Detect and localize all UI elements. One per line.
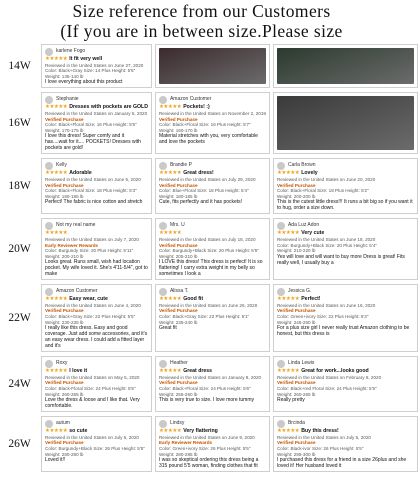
review-meta: Color: Burgundy Size: 20 Plus Height: 5'11" xyxy=(45,248,134,254)
review-card xyxy=(41,284,152,352)
review-meta: Color: Black+Gray Size: 22 Plus Height: 5'5" xyxy=(45,314,136,320)
review-title: I love it xyxy=(69,368,88,375)
review-meta: Color: Black+Floral Size: 18 Plus Height: 5'2" xyxy=(276,188,369,194)
reviewer-name: Heather xyxy=(169,359,188,366)
review-date: Reviewed in the United States on May 5, 2020 xyxy=(45,374,140,380)
star-icon: ★★★★★ xyxy=(45,428,68,435)
review-meta: Color: Black+red Floral Size: 24 Plus Height: 5'5" xyxy=(276,386,377,392)
verified-badge: Verified Purchase xyxy=(45,116,84,122)
verified-badge: Verified Purchase xyxy=(45,308,84,314)
avatar-icon xyxy=(277,162,285,170)
star-icon: ★★★★★ xyxy=(276,230,300,237)
review-card xyxy=(273,356,418,412)
review-text: I love this dress! Super comfy and it has....wait for it.... POCKETS! Dresses with pockets are gold! xyxy=(45,133,141,152)
avatar-icon xyxy=(277,420,285,428)
reviewer-name: Amazon Customer xyxy=(56,287,98,294)
review-card xyxy=(155,158,270,214)
review-meta-weight: Weight: 200-200 lb xyxy=(276,193,316,199)
header-line-1: Size reference from our Customers xyxy=(72,1,331,21)
review-meta: Color: Burgundy+Black Size: 20 Plus Height: 5'5" xyxy=(158,248,259,254)
review-meta: Color: Black+Floral Size: 16 Plus Height: 5'7" xyxy=(158,122,251,128)
review-card xyxy=(273,44,418,88)
avatar-icon xyxy=(159,360,167,368)
review-text: Looks great. Runs small, wish had location pocket. My wife loved it. She's 4'11-5/4", got to make xyxy=(45,259,148,278)
reviewer-name: Mrs. U xyxy=(169,222,185,229)
review-card xyxy=(41,158,152,214)
review-meta: Color: Green+ivory Size: 22 Plus Height: 5'3" xyxy=(276,314,369,320)
review-title: It fit very well xyxy=(69,56,103,62)
review-card xyxy=(155,416,270,472)
star-icon: ★★★★★ xyxy=(276,170,300,177)
reviewer-name: Alissa T. xyxy=(169,287,189,294)
review-text: I really like this dress. Easy and good coverage. Just add some accessories, and it's an easy wear dress. I could add a fitted layer and it's xyxy=(45,325,148,350)
star-icon: ★★★★★ xyxy=(276,428,300,435)
star-icon: ★★★★★ xyxy=(45,104,68,111)
avatar-icon xyxy=(277,222,285,230)
review-date: Reviewed in the United States on July 5, 2020 xyxy=(276,434,371,440)
review-meta-weight: Weight: 235-240 lb xyxy=(158,319,198,325)
review-text: Loved it!! xyxy=(45,457,66,464)
verified-badge: Verified Purchase xyxy=(276,440,316,446)
verified-badge: Verified Purchase xyxy=(276,308,316,314)
review-meta-weight: Weight: 230-235 lb xyxy=(45,319,84,325)
review-date: Reviewed in the United States on January 5, 2020 xyxy=(45,110,148,116)
review-meta-weight: Weight: 260-265 lb xyxy=(276,391,316,397)
reviewer-name: Carla Brown xyxy=(287,162,316,169)
review-text: Love the dress & loose and I like that. Very comfortable. xyxy=(45,397,140,410)
avatar-icon xyxy=(159,288,167,296)
reviewer-name: karlene Fogo xyxy=(56,47,86,54)
review-title: Good fit xyxy=(183,296,204,303)
review-card xyxy=(41,218,152,280)
star-icon: ★★★★★ xyxy=(276,368,300,375)
review-text: Material stretches with you, very comfortable and love the pockets xyxy=(158,133,258,146)
review-text: This is very true to size. I love more tummy xyxy=(158,397,254,404)
avatar-icon xyxy=(45,222,53,230)
verified-badge: Verified Purchase xyxy=(276,380,316,386)
size-label: 18W xyxy=(8,180,31,193)
review-meta-weight: Weight: 200-210 lb xyxy=(45,253,84,259)
review-meta-weight: Weight: 205-210 lb xyxy=(158,253,198,259)
review-meta-weight: Weight: 255-260 lb xyxy=(158,391,198,397)
avatar-icon xyxy=(159,162,167,170)
review-title: Very cute xyxy=(301,230,325,237)
review-text: I was so skeptical ordering this dress being a 315 pound 5'5 woman, finding clothes that fit xyxy=(158,457,259,470)
customer-photo xyxy=(277,96,414,150)
star-icon: ★★★★★ xyxy=(45,230,68,237)
verified-badge: Verified Purchase xyxy=(45,440,84,446)
review-text: I purchased this dress for a friend in a size 26plus and she loved it! Her husband loved it xyxy=(276,457,407,470)
avatar-icon xyxy=(277,288,285,296)
star-icon: ★★★★★ xyxy=(45,170,68,177)
avatar-icon xyxy=(45,360,53,368)
avatar-icon xyxy=(159,96,167,104)
reviewer-name: autum xyxy=(56,419,70,426)
review-card xyxy=(155,284,270,352)
customer-photo xyxy=(277,48,414,84)
verified-badge: Verified Purchase xyxy=(158,380,198,386)
reviewer-name: Brandie P xyxy=(169,162,192,169)
review-text: I love everything about this product xyxy=(45,79,123,86)
review-title: Great dress! xyxy=(183,170,214,177)
review-card xyxy=(155,92,270,154)
review-meta: Color: Black+Floral Size: 24 Plus Height: 5'6" xyxy=(158,386,251,392)
avatar-icon xyxy=(45,96,53,104)
size-label: 20W xyxy=(8,243,31,256)
star-icon: ★★★★★ xyxy=(158,296,182,303)
review-date: Reviewed in the United States on June 27, 2020 xyxy=(45,62,144,68)
size-label: 24W xyxy=(8,378,31,391)
star-icon: ★★★★★ xyxy=(158,170,182,177)
size-label: 26W xyxy=(8,438,31,451)
star-icon: ★★★★★ xyxy=(158,428,182,435)
review-card xyxy=(273,416,418,472)
review-title: Dresses with pockets are GOLD xyxy=(69,104,148,111)
review-date: Reviewed in the United States on January 8, 2020 xyxy=(158,374,262,380)
review-card xyxy=(155,218,270,280)
reviewer-name: Jessica G. xyxy=(287,287,312,294)
verified-badge: Verified Purchase xyxy=(45,380,84,386)
review-meta-weight: Weight: 180-185 lb xyxy=(158,193,198,199)
review-title: Pockets! :) xyxy=(183,104,210,111)
avatar-icon xyxy=(159,420,167,428)
review-date: Reviewed in the United States on July 6, 2020 xyxy=(45,434,139,440)
review-date: Reviewed in the United States on June 9, 2020 xyxy=(158,434,255,440)
review-meta: Color: Black+Gray Size: 22 Plus Height: 5'1" xyxy=(158,314,250,320)
star-icon: ★★★★★ xyxy=(45,296,68,303)
reviewer-name: Not my real name xyxy=(56,222,96,229)
star-icon: ★★★★★ xyxy=(45,56,68,62)
review-text: Cute, fits perfectly and it has pockets! xyxy=(158,199,243,206)
verified-badge: Verified Purchase xyxy=(276,182,316,188)
review-meta-weight: Weight: 160-170 lb xyxy=(158,127,198,133)
review-text: Great fit xyxy=(158,325,177,332)
review-meta-weight: Weight: 180-185 lb xyxy=(45,193,84,199)
review-card xyxy=(273,158,418,214)
review-date: Reviewed in the United States on July 18, 2020 xyxy=(158,236,256,242)
review-text: For a plus size girl I never really trust Amazon clothing to be honest, but this dress is xyxy=(276,325,410,338)
avatar-icon xyxy=(45,420,53,428)
review-meta-weight: Weight: 245-250 lb xyxy=(276,319,316,325)
review-meta-weight: Weight: 135-140 lb xyxy=(45,73,84,79)
review-title: so cute xyxy=(69,428,88,435)
star-icon: ★★★★★ xyxy=(45,368,68,375)
reviewer-name: Amazon Customer xyxy=(169,96,212,103)
reviewer-name: Stephanie xyxy=(56,96,79,103)
review-date: Reviewed in the United States on July 29, 2020 xyxy=(158,176,256,182)
size-label: 22W xyxy=(8,312,31,325)
review-date: Reviewed in the United States on July 7, 2020 xyxy=(45,236,139,242)
customer-photo xyxy=(159,48,266,84)
review-title: Easy wear, cute xyxy=(69,296,108,303)
review-card xyxy=(273,284,418,352)
star-icon: ★★★★★ xyxy=(276,296,300,303)
review-date: Reviewed in the United States on November 2, 2019 xyxy=(158,110,266,116)
review-text: I LOVE this dress! This dress is perfect! It is so flattering! I carry extra weight in my belly so sometimes I look a xyxy=(158,259,263,278)
verified-badge: Early Reviewer Rewards xyxy=(158,440,213,446)
review-title: Buy this dress! xyxy=(301,428,339,435)
review-meta: Color: Black+Floral Size: 16 Plus Height: 5'5" xyxy=(45,122,137,128)
avatar-icon xyxy=(45,48,53,56)
avatar-icon xyxy=(45,162,53,170)
verified-badge: Early Reviewer Rewards xyxy=(45,242,99,248)
review-meta: Color: Blue+Floral Size: 18 Plus Height: 5'4" xyxy=(158,188,249,194)
reviewer-name: Brcinda xyxy=(287,419,305,426)
reviewer-name: Kelly xyxy=(56,162,67,169)
review-text: Yes will love and will want to buy more Dress is great! Fits really well, I usually buy a xyxy=(276,253,405,266)
review-card xyxy=(273,92,418,154)
review-date: Reviewed in the United States on June 5, 2020 xyxy=(45,176,141,182)
review-card xyxy=(41,416,152,472)
star-icon: ★★★★★ xyxy=(158,230,182,237)
review-meta-weight: Weight: 210-220 lb xyxy=(276,248,316,254)
review-title: Perfect! xyxy=(301,296,321,303)
review-card xyxy=(41,44,152,88)
review-text: Perfect! The fabric is nice cotton and stretch xyxy=(45,199,143,206)
review-title: Great for work...looks good xyxy=(301,368,369,375)
review-title: Lovely xyxy=(301,170,318,177)
review-date: Reviewed in the United States on June 4, 2020 xyxy=(45,302,141,308)
review-meta: Color: Black-ivor Size: 26 Plus Height: 5'5" xyxy=(276,446,364,451)
avatar-icon xyxy=(45,288,53,296)
review-card xyxy=(155,356,270,412)
avatar-icon xyxy=(159,222,167,230)
review-card xyxy=(273,218,418,280)
review-date: Reviewed in the United States on June 18, 2020 xyxy=(276,236,376,242)
review-date: Reviewed in the United States on June 16, 2020 xyxy=(276,302,376,308)
review-meta: Color: Black+Gray Size: 14 Plus Height: 5'5" xyxy=(45,68,136,74)
review-text: Really pretty xyxy=(276,397,305,404)
review-meta: Color: Black+Floral Size: 18 Plus Height: 5'3" xyxy=(45,188,137,194)
review-meta-weight: Weight: 295-300 lb xyxy=(276,451,316,457)
review-meta: Color: Burgundy+Black Size: 26 Plus Height: 5'5" xyxy=(45,446,145,451)
review-card xyxy=(41,356,152,412)
review-title: Adorable xyxy=(69,170,92,177)
review-meta-weight: Weight: 280-285 lb xyxy=(158,451,198,457)
review-title: Great dress xyxy=(183,368,213,375)
review-meta-weight: Weight: 280-280 lb xyxy=(45,451,84,457)
header-line-2: (If you are in between size.Please size xyxy=(60,21,343,41)
review-meta: Color: Green+ivory Size: 26 Plus Height: 5'5" xyxy=(158,446,251,451)
avatar-icon xyxy=(277,360,285,368)
review-meta: Color: Black-Floral Size: 24 Plus Height: 5'5" xyxy=(45,386,136,392)
star-icon: ★★★★★ xyxy=(158,104,182,111)
review-card xyxy=(155,44,270,88)
reviewer-name: Lindsy xyxy=(169,419,185,426)
review-date: Reviewed in the United States on June 20, 2020 xyxy=(276,176,376,182)
review-meta-weight: Weight: 260-265 lb xyxy=(45,391,84,397)
verified-badge: Verified Purchase xyxy=(158,308,198,314)
review-date: Reviewed in the United States on June 26, 2020 xyxy=(158,302,258,308)
star-icon: ★★★★★ xyxy=(158,368,182,375)
review-meta-weight: Weight: 170-175 lb xyxy=(45,127,84,133)
verified-badge: Verified Purchase xyxy=(158,242,198,248)
review-grid xyxy=(1,44,413,499)
verified-badge: Verified Purchase xyxy=(158,182,198,188)
review-title: Very flattering xyxy=(183,428,218,435)
verified-badge: Verified Purchase xyxy=(158,116,198,122)
reviewer-name: Ada Luz Adon xyxy=(287,222,320,229)
review-card xyxy=(41,92,152,154)
reviewer-name: Linda Lewis xyxy=(287,359,315,366)
review-meta: Color: Burgundy+Black Size: 20 Plus Height: 5'4" xyxy=(276,242,377,248)
size-label: 16W xyxy=(8,117,31,130)
verified-badge: Verified Purchase xyxy=(45,182,84,188)
review-text: This is the cutest little dress!!! It runs a bit big so if you want it to hug, order a size down. xyxy=(276,199,413,212)
review-date: Reviewed in the United States on February 8, 2020 xyxy=(276,374,382,380)
reviewer-name: Roxy xyxy=(56,359,68,366)
size-label: 14W xyxy=(8,60,31,73)
page-header xyxy=(0,0,403,44)
